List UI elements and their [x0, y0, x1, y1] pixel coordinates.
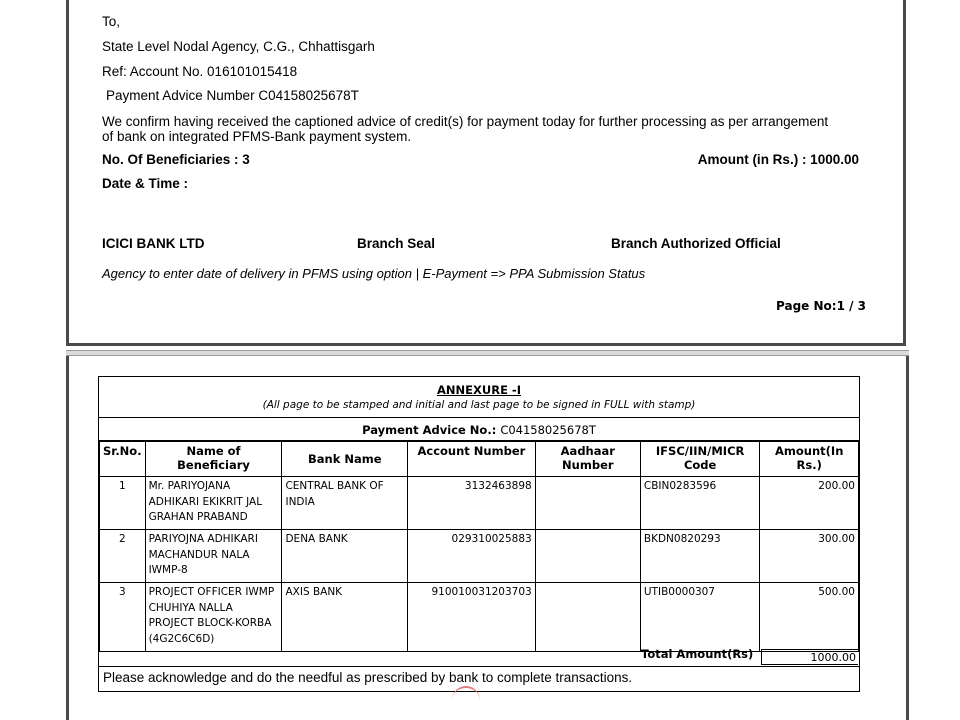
- page-number: Page No:1 / 3: [776, 299, 866, 313]
- letter-authorized-official: Branch Authorized Official: [611, 236, 781, 251]
- annexure-header-divider: [99, 417, 859, 418]
- cell-account: 3132463898: [408, 477, 536, 530]
- cell-account: 910010031203703: [408, 583, 536, 652]
- col-amount: Amount(In Rs.): [760, 442, 859, 477]
- col-sr-no: Sr.No.: [100, 442, 146, 477]
- cell-ifsc: CBIN0283596: [640, 477, 760, 530]
- letter-ref-account: Ref: Account No. 016101015418: [102, 64, 298, 79]
- cell-sr: 1: [100, 477, 146, 530]
- acknowledge-text: Please acknowledge and do the needful as prescribed by bank to complete transactions.: [103, 670, 633, 685]
- cell-ifsc: UTIB0000307: [640, 583, 760, 652]
- letter-confirm-line-2: of bank on integrated PFMS-Bank payment system.: [102, 129, 412, 144]
- cell-name: PARIYOJNA ADHIKARI MACHANDUR NALA IWMP-8: [145, 530, 282, 583]
- payment-advice-label: Payment Advice No.:: [362, 423, 501, 437]
- cell-account: 029310025883: [408, 530, 536, 583]
- letter-branch-seal: Branch Seal: [357, 236, 436, 251]
- total-row: [99, 645, 859, 667]
- cell-aadhaar: [535, 583, 640, 652]
- cell-bank: AXIS BANK: [282, 583, 408, 652]
- cell-aadhaar: [535, 477, 640, 530]
- table-header-row: [100, 442, 859, 477]
- annexure-payment-advice: [99, 423, 859, 437]
- col-account-number: Account Number: [408, 442, 536, 477]
- cell-sr: 2: [100, 530, 146, 583]
- cell-name: PROJECT OFFICER IWMP CHUHIYA NALLA PROJECT BLOCK-KORBA (4G2C6C6D): [145, 583, 282, 652]
- table-row: [100, 583, 859, 652]
- col-bank-name: Bank Name: [282, 442, 408, 477]
- cell-amount: 200.00: [760, 477, 859, 530]
- letter-agency: State Level Nodal Agency, C.G., Chhattisgarh: [102, 39, 375, 54]
- cell-ifsc: BKDN0820293: [640, 530, 760, 583]
- payment-advice-number: C04158025678T: [500, 423, 596, 437]
- acknowledge-divider: [99, 666, 859, 667]
- table-row: [100, 530, 859, 583]
- letter-salutation: To,: [102, 14, 121, 29]
- letter-beneficiary-count: No. Of Beneficiaries : 3: [102, 152, 250, 167]
- col-beneficiary-name: Name of Beneficiary: [145, 442, 282, 477]
- table-row: [100, 477, 859, 530]
- cell-name: Mr. PARIYOJANA ADHIKARI EKIKRIT JAL GRAHAN PRABAND: [145, 477, 282, 530]
- letter-bank-name: ICICI BANK LTD: [102, 236, 205, 251]
- annexure-instruction: (All page to be stamped and initial and last page to be signed in FULL with stamp): [262, 399, 696, 411]
- cell-amount: 500.00: [760, 583, 859, 652]
- letter-amount: Amount (in Rs.) : 1000.00: [697, 152, 859, 167]
- cell-amount: 300.00: [760, 530, 859, 583]
- annexure-title: ANNEXURE -I: [437, 383, 521, 397]
- col-aadhaar-number: Aadhaar Number: [535, 442, 640, 477]
- annexure-table-frame: [98, 376, 860, 692]
- letter-confirm-line-1: We confirm having received the captioned advice of credit(s) for payment today for further processing as per arrangement: [102, 114, 829, 129]
- cell-bank: DENA BANK: [282, 530, 408, 583]
- cell-aadhaar: [535, 530, 640, 583]
- letter-payment-advice: Payment Advice Number C04158025678T: [106, 88, 359, 103]
- total-amount-label: Total Amount(Rs): [641, 647, 754, 661]
- beneficiary-table: [99, 441, 859, 652]
- total-amount-value: 1000.00: [761, 649, 858, 665]
- letter-agency-note: Agency to enter date of delivery in PFMS using option | E-Payment => PPA Submission Status: [102, 266, 646, 281]
- letter-date-time: Date & Time :: [102, 176, 189, 191]
- cell-bank: CENTRAL BANK OF INDIA: [282, 477, 408, 530]
- col-ifsc-code: IFSC/IIN/MICR Code: [640, 442, 760, 477]
- cell-sr: 3: [100, 583, 146, 652]
